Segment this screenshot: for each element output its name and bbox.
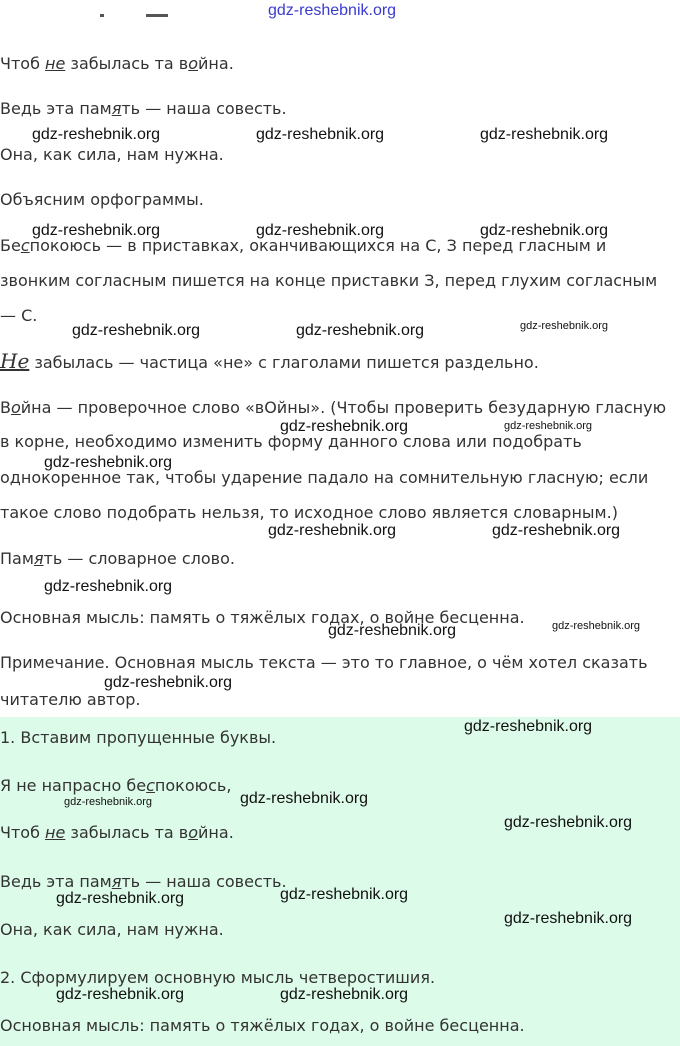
watermark: gdz-reshebnik.org (44, 454, 173, 471)
watermark: gdz-reshebnik.org (504, 814, 633, 831)
explanation-line: однокоренное так, чтобы ударение падало на сомнительную гласную; если (0, 468, 649, 487)
watermark: gdz-reshebnik.org (240, 790, 369, 807)
explanation-line: Память — словарное слово. (0, 549, 235, 568)
explanation-line: Беспокоюсь — в приставках, оканчивающихся на С, З перед гласным и (0, 236, 607, 255)
poem-line-4: Она, как сила, нам нужна. (0, 920, 224, 939)
watermark: gdz-reshebnik.org (72, 322, 201, 339)
poem-line-1: Я не напрасно беспокоюсь, (0, 776, 232, 795)
watermark: gdz-reshebnik.org (104, 674, 233, 691)
poem-line-2: Чтоб не забылась та война. (0, 823, 234, 842)
poem-line-4: Ведь эта память — наша совесть. (0, 99, 287, 118)
watermark: gdz-reshebnik.org (32, 222, 161, 239)
explanation-line: Не забылась — частица «не» с глаголами пишется раздельно. (0, 349, 539, 373)
main-idea-line: Основная мысль: память о тяжёлых годах, о войне бесценна. (0, 1016, 525, 1035)
watermark: gdz-reshebnik.org (296, 322, 425, 339)
cut-fragment (100, 14, 104, 17)
watermark: gdz-reshebnik.org (504, 910, 633, 927)
poem-line-3: Чтоб не забылась та война. (0, 54, 234, 73)
step-heading: 2. Сформулируем основную мысль четверостишия. (0, 968, 436, 987)
watermark: gdz-reshebnik.org (480, 126, 609, 143)
watermark: gdz-reshebnik.org (44, 578, 173, 595)
watermark: gdz-reshebnik.org (492, 522, 621, 539)
main-idea-line: Основная мысль: память о тяжёлых годах, о войне бесценна. (0, 608, 525, 627)
note-line: читателю автор. (0, 690, 141, 709)
watermark: gdz-reshebnik.org (328, 622, 457, 639)
watermark: gdz-reshebnik.org (56, 890, 185, 907)
watermark: gdz-reshebnik.org (256, 126, 385, 143)
explanation-line: звонким согласным пишется на конце приставки З, перед глухим согласным (0, 271, 658, 290)
watermark: gdz-reshebnik.org (56, 986, 185, 1003)
note-line: Примечание. Основная мысль текста — это то главное, о чём хотел сказать (0, 653, 648, 672)
watermark: gdz-reshebnik.org (268, 522, 397, 539)
watermark: gdz-reshebnik.org (32, 126, 161, 143)
watermark: gdz-reshebnik.org (552, 620, 641, 632)
watermark: gdz-reshebnik.org (280, 886, 409, 903)
watermark: gdz-reshebnik.org (64, 796, 153, 808)
cut-fragment (146, 14, 168, 17)
watermark: gdz-reshebnik.org (480, 222, 609, 239)
watermark: gdz-reshebnik.org (464, 718, 593, 735)
step-heading: 1. Вставим пропущенные буквы. (0, 728, 277, 747)
watermark: gdz-reshebnik.org (280, 418, 409, 435)
section-heading: Объясним орфограммы. (0, 190, 204, 209)
watermark: gdz-reshebnik.org (504, 420, 593, 432)
watermark: gdz-reshebnik.org (280, 986, 409, 1003)
explanation-line: — С. (0, 306, 38, 325)
top-watermark: gdz-reshebnik.org (268, 2, 397, 19)
poem-line-3: Ведь эта память — наша совесть. (0, 872, 287, 891)
explanation-line: Война — проверочное слово «вОйны». (Чтобы проверить безударную гласную (0, 398, 667, 417)
explanation-line: такое слово подобрать нельзя, то исходное слово является словарным.) (0, 503, 618, 522)
watermark: gdz-reshebnik.org (256, 222, 385, 239)
watermark: gdz-reshebnik.org (520, 320, 609, 332)
explanation-line: в корне, необходимо изменить форму данного слова или подобрать (0, 432, 582, 451)
poem-line-5: Она, как сила, нам нужна. (0, 145, 224, 164)
